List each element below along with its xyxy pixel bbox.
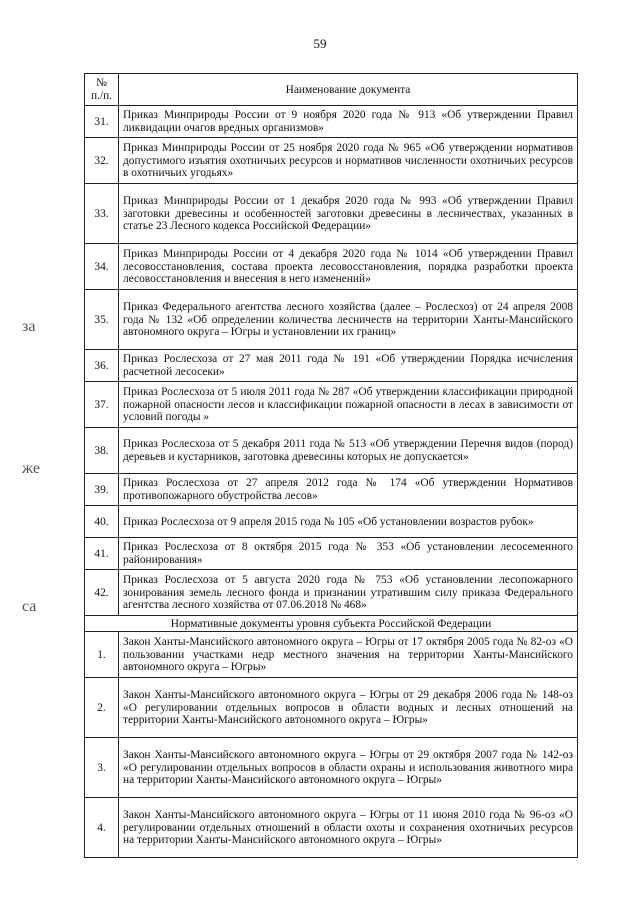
table-row <box>85 106 578 138</box>
section-title: Нормативные документы уровня субъекта Российской Федерации <box>85 616 578 632</box>
row-document: Закон Ханты-Мансийского автономного округа – Югры от 11 июня 2010 года № 96-оз «О регулировании отдельных отношений в области охоты и сохранения охотничьих ресурсов на территории Ханты-Мансийского автономного округа – Югры» <box>119 798 578 858</box>
row-number: 31. <box>85 106 119 138</box>
row-document: Приказ Федерального агентства лесного хозяйства (далее – Рослесхоз) от 24 апреля 2008 года № 132 «Об определении количества лесничеств на территории Ханты-Мансийского автономного округа – Югры и установлении их границ» <box>119 290 578 350</box>
documents-table <box>84 73 578 858</box>
row-number: 32. <box>85 138 119 184</box>
row-number: 33. <box>85 184 119 244</box>
row-number: 2. <box>85 678 119 738</box>
table-row <box>85 428 578 474</box>
table-row <box>85 244 578 290</box>
table-row <box>85 382 578 428</box>
table-row <box>85 538 578 570</box>
row-number: 34. <box>85 244 119 290</box>
row-number: 39. <box>85 474 119 506</box>
row-document: Приказ Рослесхоза от 5 декабря 2011 года № 513 «Об утверждении Перечня видов (пород) деревьев и кустарников, заготовка древесины которых не допускается» <box>119 428 578 474</box>
table-row <box>85 138 578 184</box>
row-document: Приказ Рослесхоза от 8 октября 2015 года № 353 «Об установлении лесосеменного районирования» <box>119 538 578 570</box>
header-document-name: Наименование документа <box>119 74 578 106</box>
row-document: Приказ Минприроды России от 4 декабря 2020 года № 1014 «Об утверждении Правил лесовосстановления, состава проекта лесовосстановления, порядка разработки проекта лесовосстановления и внесения в него изменений» <box>119 244 578 290</box>
row-document: Приказ Рослесхоза от 27 апреля 2012 года № 174 «Об утверждении Нормативов противопожарного обустройства лесов» <box>119 474 578 506</box>
margin-mark-3: са <box>22 598 37 615</box>
table-row <box>85 506 578 538</box>
row-number: 1. <box>85 632 119 678</box>
row-document: Закон Ханты-Мансийского автономного округа – Югры от 29 декабря 2006 года № 148-оз «О регулировании отдельных вопросов в области водных и лесных отношений на территории Ханты-Мансийского автономного округа – Югры» <box>119 678 578 738</box>
margin-mark-1: за <box>22 318 36 335</box>
row-document: Приказ Минприроды России от 1 декабря 2020 года № 993 «Об утверждении Правил заготовки древесины и особенностей заготовки древесины в лесничествах, указанных в статье 23 Лесного кодекса Российской Федерации» <box>119 184 578 244</box>
row-document: Приказ Рослесхоза от 27 мая 2011 года № 191 «Об утверждении Порядка исчисления расчетной лесосеки» <box>119 350 578 382</box>
row-number: 4. <box>85 798 119 858</box>
row-number: 35. <box>85 290 119 350</box>
row-document: Приказ Рослесхоза от 5 июля 2011 года № 287 «Об утверждении классификации природной пожарной опасности лесов и классификации пожарной опасности в лесах в зависимости от условий погоды » <box>119 382 578 428</box>
table-row <box>85 474 578 506</box>
table-header-row <box>85 74 578 106</box>
row-document: Закон Ханты-Мансийского автономного округа – Югры от 17 октября 2005 года № 82-оз «О пользовании участками недр местного значения на территории Ханты-Мансийского автономного округа – Югры» <box>119 632 578 678</box>
table-row <box>85 798 578 858</box>
row-document: Приказ Минприроды России от 25 ноября 2020 года № 965 «Об утверждении нормативов допустимого изъятия охотничьих ресурсов и нормативов численности охотничьих ресурсов в охотничьих угодьях» <box>119 138 578 184</box>
table-row <box>85 738 578 798</box>
table-row <box>85 184 578 244</box>
row-document: Закон Ханты-Мансийского автономного округа – Югры от 29 октября 2007 года № 142-оз «О регулировании отдельных вопросов в области охраны и использования животного мира на территории Ханты-Мансийского автономного округа – Югры» <box>119 738 578 798</box>
row-number: 37. <box>85 382 119 428</box>
table-row <box>85 570 578 616</box>
row-number: 38. <box>85 428 119 474</box>
table-row <box>85 678 578 738</box>
header-number: № п./п. <box>85 74 119 106</box>
table-row <box>85 290 578 350</box>
row-document: Приказ Минприроды России от 9 ноября 2020 года № 913 «Об утверждении Правил ликвидации очагов вредных организмов» <box>119 106 578 138</box>
section-header-row <box>85 616 578 632</box>
margin-mark-2: же <box>22 460 40 477</box>
row-number: 42. <box>85 570 119 616</box>
table-row <box>85 350 578 382</box>
row-document: Приказ Рослесхоза от 5 августа 2020 года № 753 «Об установлении лесопожарного зонирования земель лесного фонда и признании утратившим силу приказа Федерального агентства лесного хозяйства от 07.06.2018 № 468» <box>119 570 578 616</box>
row-number: 3. <box>85 738 119 798</box>
row-number: 36. <box>85 350 119 382</box>
row-document: Приказ Рослесхоза от 9 апреля 2015 года № 105 «Об установлении возрастов рубок» <box>119 506 578 538</box>
row-number: 41. <box>85 538 119 570</box>
table-row <box>85 632 578 678</box>
row-number: 40. <box>85 506 119 538</box>
page-number: 59 <box>313 36 327 51</box>
